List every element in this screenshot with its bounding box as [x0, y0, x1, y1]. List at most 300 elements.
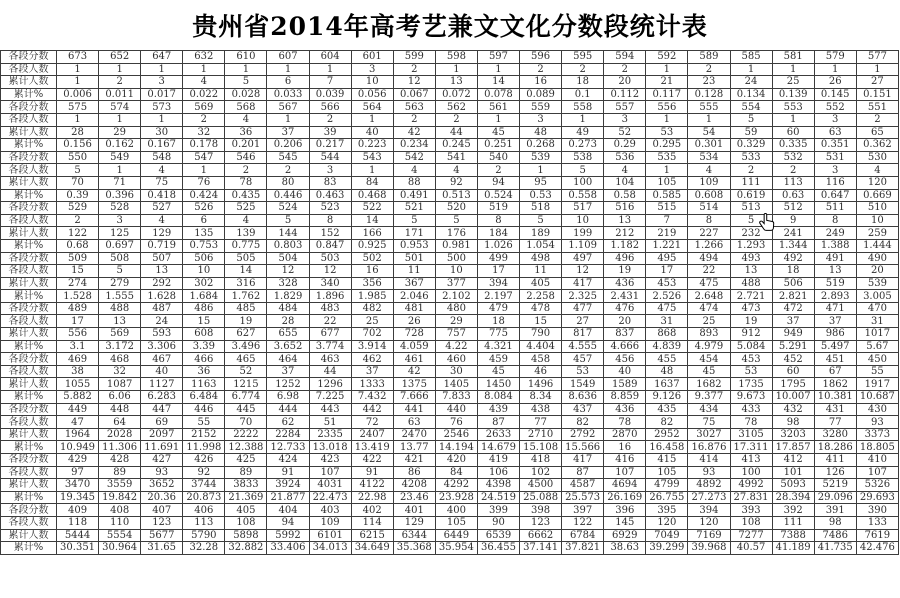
count-cell: 37 — [351, 365, 393, 378]
score-cell: 501 — [393, 252, 435, 265]
row-label: 各段分数 — [1, 202, 57, 215]
score-cell: 476 — [604, 302, 646, 315]
score-cell: 439 — [477, 403, 519, 416]
cumulative-cell: 405 — [520, 277, 562, 290]
cumulative-cell: 3744 — [183, 479, 225, 492]
count-cell: 13 — [141, 265, 183, 278]
count-cell: 8 — [309, 214, 351, 227]
cumulative-cell: 655 — [267, 328, 309, 341]
score-cell: 456 — [604, 353, 646, 366]
cumulative-cell: 63 — [814, 126, 856, 139]
cumulative-cell: 54 — [688, 126, 730, 139]
score-cell: 564 — [351, 101, 393, 114]
score-cell: 420 — [435, 454, 477, 467]
count-cell: 1 — [183, 63, 225, 76]
score-cell: 607 — [267, 51, 309, 64]
count-cell: 2 — [225, 164, 267, 177]
score-cell: 528 — [99, 202, 141, 215]
cumulative-cell: 212 — [604, 227, 646, 240]
count-cell: 2 — [520, 63, 562, 76]
percent-cell: 0.017 — [141, 88, 183, 101]
percent-cell: 0.162 — [99, 139, 141, 152]
score-cell: 462 — [351, 353, 393, 366]
percent-cell: 0.775 — [225, 239, 267, 252]
count-cell: 1 — [477, 63, 519, 76]
count-cell: 16 — [351, 265, 393, 278]
cumulative-cell: 7 — [309, 76, 351, 89]
percent-cell: 2.526 — [646, 290, 688, 303]
percent-cell: 0.223 — [351, 139, 393, 152]
cumulative-cell: 5992 — [267, 529, 309, 542]
percent-cell: 0.351 — [814, 139, 856, 152]
percent-cell: 0.558 — [562, 189, 604, 202]
score-cell: 601 — [351, 51, 393, 64]
count-cell: 69 — [141, 416, 183, 429]
percent-cell: 0.524 — [477, 189, 519, 202]
score-cell: 581 — [772, 51, 814, 64]
cumulative-cell: 4 — [183, 76, 225, 89]
percent-cell: 39.968 — [688, 542, 730, 555]
count-cell: 13 — [730, 265, 772, 278]
score-cell: 393 — [730, 504, 772, 517]
score-cell: 506 — [183, 252, 225, 265]
count-cell: 4 — [141, 214, 183, 227]
percent-cell: 0.63 — [772, 189, 814, 202]
percent-cell: 17.857 — [772, 441, 814, 454]
score-cell: 460 — [435, 353, 477, 366]
count-cell: 3 — [351, 63, 393, 76]
count-cell: 14 — [225, 265, 267, 278]
count-cell: 8 — [688, 214, 730, 227]
percent-cell: 0.647 — [814, 189, 856, 202]
score-cell: 465 — [225, 353, 267, 366]
score-cell: 589 — [688, 51, 730, 64]
count-cell: 6 — [183, 214, 225, 227]
cumulative-cell: 48 — [520, 126, 562, 139]
table-row — [1, 416, 899, 429]
percent-cell: 14.679 — [477, 441, 519, 454]
cumulative-cell: 139 — [225, 227, 267, 240]
cumulative-cell: 3373 — [856, 428, 898, 441]
percent-cell: 0.513 — [435, 189, 477, 202]
cumulative-cell: 259 — [856, 227, 898, 240]
cumulative-cell: 4122 — [351, 479, 393, 492]
score-cell: 478 — [520, 302, 562, 315]
count-cell: 42 — [393, 365, 435, 378]
score-cell: 473 — [730, 302, 772, 315]
cumulative-cell: 1549 — [562, 378, 604, 391]
count-cell: 12 — [309, 265, 351, 278]
row-label: 各段人数 — [1, 63, 57, 76]
count-cell: 4 — [856, 164, 898, 177]
percent-cell: 0.006 — [57, 88, 99, 101]
count-cell: 5 — [57, 164, 99, 177]
count-cell: 133 — [856, 516, 898, 529]
table-row — [1, 516, 899, 529]
score-cell: 413 — [730, 454, 772, 467]
score-cell: 483 — [309, 302, 351, 315]
cumulative-cell: 912 — [730, 328, 772, 341]
score-cell: 457 — [562, 353, 604, 366]
count-cell: 1 — [309, 63, 351, 76]
count-cell: 22 — [688, 265, 730, 278]
score-cell: 401 — [393, 504, 435, 517]
score-cell: 556 — [646, 101, 688, 114]
cumulative-cell: 2546 — [435, 428, 477, 441]
percent-cell: 13.77 — [393, 441, 435, 454]
count-cell: 52 — [225, 365, 267, 378]
count-cell: 1 — [99, 113, 141, 126]
count-cell: 53 — [730, 365, 772, 378]
score-cell: 399 — [477, 504, 519, 517]
score-cell: 436 — [604, 403, 646, 416]
count-cell: 108 — [730, 516, 772, 529]
row-label: 累计人数 — [1, 529, 57, 542]
count-cell: 93 — [856, 416, 898, 429]
count-cell: 1 — [520, 164, 562, 177]
percent-cell: 3.172 — [99, 340, 141, 353]
count-cell: 2 — [183, 113, 225, 126]
cumulative-cell: 52 — [604, 126, 646, 139]
score-cell: 454 — [688, 353, 730, 366]
count-cell: 1 — [225, 63, 267, 76]
count-cell: 120 — [646, 516, 688, 529]
percent-cell: 12.733 — [267, 441, 309, 454]
score-cell: 521 — [393, 202, 435, 215]
count-cell: 17 — [477, 265, 519, 278]
row-label: 各段分数 — [1, 353, 57, 366]
cumulative-cell: 817 — [562, 328, 604, 341]
score-cell: 428 — [99, 454, 141, 467]
cumulative-cell: 677 — [309, 328, 351, 341]
table-row — [1, 378, 899, 391]
page-title: 贵州省2014年高考艺兼文文化分数段统计表 — [192, 12, 708, 41]
score-cell: 441 — [393, 403, 435, 416]
count-cell: 2 — [856, 113, 898, 126]
count-cell: 62 — [267, 416, 309, 429]
score-cell: 468 — [99, 353, 141, 366]
percent-cell: 1.444 — [856, 239, 898, 252]
table-row — [1, 302, 899, 315]
cumulative-cell: 32 — [183, 126, 225, 139]
cumulative-cell: 14 — [477, 76, 519, 89]
count-cell: 120 — [688, 516, 730, 529]
count-cell: 86 — [393, 466, 435, 479]
count-cell: 46 — [520, 365, 562, 378]
count-cell: 7 — [646, 214, 688, 227]
score-cell: 421 — [393, 454, 435, 467]
row-label: 各段人数 — [1, 214, 57, 227]
count-cell: 123 — [141, 516, 183, 529]
cumulative-cell: 30 — [141, 126, 183, 139]
score-cell: 553 — [772, 101, 814, 114]
percent-cell: 6.06 — [99, 391, 141, 404]
percent-cell: 18.805 — [856, 441, 898, 454]
score-cell: 632 — [183, 51, 225, 64]
percent-cell: 1.054 — [520, 239, 562, 252]
count-cell: 106 — [477, 466, 519, 479]
cumulative-cell: 71 — [99, 176, 141, 189]
cumulative-cell: 2710 — [520, 428, 562, 441]
count-cell: 27 — [562, 315, 604, 328]
row-label: 各段分数 — [1, 403, 57, 416]
cumulative-cell: 135 — [183, 227, 225, 240]
score-cell: 577 — [856, 51, 898, 64]
cumulative-cell: 7277 — [730, 529, 772, 542]
percent-cell: 41.735 — [814, 542, 856, 555]
score-cell: 526 — [183, 202, 225, 215]
score-cell: 527 — [141, 202, 183, 215]
cumulative-cell: 20 — [604, 76, 646, 89]
count-cell: 2 — [772, 164, 814, 177]
percent-cell: 0.608 — [688, 189, 730, 202]
percent-cell: 6.774 — [225, 391, 267, 404]
cumulative-cell: 1375 — [393, 378, 435, 391]
table-row — [1, 277, 899, 290]
score-cell: 647 — [141, 51, 183, 64]
cumulative-cell: 1589 — [604, 378, 646, 391]
count-cell: 92 — [183, 466, 225, 479]
cumulative-cell: 1917 — [856, 378, 898, 391]
count-cell: 1 — [351, 164, 393, 177]
row-label: 累计人数 — [1, 76, 57, 89]
count-cell: 111 — [772, 516, 814, 529]
count-cell: 10 — [562, 214, 604, 227]
percent-cell: 1.896 — [309, 290, 351, 303]
percent-cell: 1.528 — [57, 290, 99, 303]
percent-cell: 0.39 — [57, 189, 99, 202]
cumulative-cell: 377 — [435, 277, 477, 290]
percent-cell: 0.273 — [562, 139, 604, 152]
count-cell: 2 — [393, 63, 435, 76]
count-cell: 1 — [856, 63, 898, 76]
count-cell: 75 — [688, 416, 730, 429]
percent-cell: 0.29 — [604, 139, 646, 152]
count-cell: 78 — [604, 416, 646, 429]
count-cell: 8 — [477, 214, 519, 227]
cumulative-cell: 4799 — [646, 479, 688, 492]
row-label: 各段分数 — [1, 101, 57, 114]
count-cell: 37 — [772, 315, 814, 328]
cumulative-cell: 4208 — [393, 479, 435, 492]
percent-cell: 4.059 — [393, 340, 435, 353]
percent-cell: 5.882 — [57, 391, 99, 404]
score-cell: 494 — [688, 252, 730, 265]
score-cell: 652 — [99, 51, 141, 64]
table-row — [1, 51, 899, 64]
cumulative-cell: 80 — [267, 176, 309, 189]
cumulative-cell: 949 — [772, 328, 814, 341]
cumulative-cell: 219 — [646, 227, 688, 240]
cumulative-cell: 417 — [562, 277, 604, 290]
row-label: 各段人数 — [1, 113, 57, 126]
count-cell: 8 — [814, 214, 856, 227]
score-cell: 430 — [856, 403, 898, 416]
cumulative-cell: 702 — [351, 328, 393, 341]
percent-cell: 0.301 — [688, 139, 730, 152]
score-cell: 477 — [562, 302, 604, 315]
percent-cell: 2.258 — [520, 290, 562, 303]
cumulative-cell: 125 — [99, 227, 141, 240]
percent-cell: 39.299 — [646, 542, 688, 555]
percent-cell: 0.491 — [393, 189, 435, 202]
percent-cell: 11.691 — [141, 441, 183, 454]
cumulative-cell: 199 — [562, 227, 604, 240]
score-cell: 471 — [814, 302, 856, 315]
percent-cell: 9.377 — [688, 391, 730, 404]
score-cell: 398 — [520, 504, 562, 517]
cumulative-cell: 116 — [814, 176, 856, 189]
percent-cell: 8.34 — [520, 391, 562, 404]
score-cell: 569 — [183, 101, 225, 114]
row-label: 累计% — [1, 290, 57, 303]
percent-cell: 0.145 — [814, 88, 856, 101]
score-cell: 561 — [477, 101, 519, 114]
cumulative-cell: 111 — [730, 176, 772, 189]
score-cell: 407 — [141, 504, 183, 517]
count-cell: 113 — [183, 516, 225, 529]
cumulative-cell: 13 — [435, 76, 477, 89]
row-label: 各段人数 — [1, 164, 57, 177]
percent-cell: 27.273 — [688, 491, 730, 504]
count-cell: 78 — [730, 416, 772, 429]
row-label: 累计人数 — [1, 428, 57, 441]
percent-cell: 0.128 — [688, 88, 730, 101]
cumulative-cell: 1637 — [646, 378, 688, 391]
count-cell: 82 — [562, 416, 604, 429]
count-cell: 19 — [730, 315, 772, 328]
table-row — [1, 441, 899, 454]
table-row — [1, 403, 899, 416]
cumulative-cell: 593 — [141, 328, 183, 341]
score-cell: 595 — [562, 51, 604, 64]
percent-cell: 8.084 — [477, 391, 519, 404]
percent-cell: 5.67 — [856, 340, 898, 353]
count-cell: 1 — [57, 113, 99, 126]
row-label: 各段分数 — [1, 252, 57, 265]
score-cell: 391 — [814, 504, 856, 517]
score-cell: 479 — [477, 302, 519, 315]
table-row — [1, 542, 899, 555]
percent-cell: 10.007 — [772, 391, 814, 404]
count-cell: 45 — [477, 365, 519, 378]
count-cell: 38 — [57, 365, 99, 378]
percent-cell: 34.649 — [351, 542, 393, 555]
count-cell: 20 — [856, 265, 898, 278]
percent-cell: 16 — [604, 441, 646, 454]
cumulative-cell: 569 — [99, 328, 141, 341]
cumulative-cell: 7486 — [814, 529, 856, 542]
percent-cell: 0.669 — [856, 189, 898, 202]
count-cell: 37 — [814, 315, 856, 328]
score-cell: 548 — [141, 151, 183, 164]
row-label: 累计人数 — [1, 378, 57, 391]
score-cell: 444 — [267, 403, 309, 416]
score-cell: 467 — [141, 353, 183, 366]
cumulative-cell: 367 — [393, 277, 435, 290]
cumulative-cell: 25 — [772, 76, 814, 89]
score-cell: 529 — [57, 202, 99, 215]
cumulative-cell: 1405 — [435, 378, 477, 391]
cumulative-cell: 4587 — [562, 479, 604, 492]
score-cell: 416 — [604, 454, 646, 467]
table-row — [1, 340, 899, 353]
cumulative-cell: 316 — [225, 277, 267, 290]
score-cell: 573 — [141, 101, 183, 114]
percent-cell: 0.847 — [309, 239, 351, 252]
cumulative-cell: 59 — [730, 126, 772, 139]
score-cell: 498 — [520, 252, 562, 265]
count-cell: 1 — [646, 113, 688, 126]
cumulative-cell: 1450 — [477, 378, 519, 391]
percent-cell: 1.555 — [99, 290, 141, 303]
count-cell: 4 — [225, 214, 267, 227]
row-label: 累计% — [1, 340, 57, 353]
cumulative-cell: 328 — [267, 277, 309, 290]
row-label: 累计% — [1, 88, 57, 101]
percent-cell: 19.345 — [57, 491, 99, 504]
percent-cell: 10.381 — [814, 391, 856, 404]
count-cell: 17 — [57, 315, 99, 328]
count-cell: 2 — [393, 113, 435, 126]
percent-cell: 0.329 — [730, 139, 772, 152]
count-cell: 28 — [267, 315, 309, 328]
cumulative-cell: 394 — [477, 277, 519, 290]
score-cell: 519 — [477, 202, 519, 215]
count-cell: 110 — [99, 516, 141, 529]
count-cell: 1 — [99, 63, 141, 76]
score-cell: 417 — [562, 454, 604, 467]
count-cell: 25 — [351, 315, 393, 328]
count-cell: 31 — [856, 315, 898, 328]
count-cell: 64 — [99, 416, 141, 429]
count-cell: 72 — [351, 416, 393, 429]
score-cell: 466 — [183, 353, 225, 366]
percent-cell: 0.072 — [435, 88, 477, 101]
percent-cell: 27.831 — [730, 491, 772, 504]
row-label: 各段分数 — [1, 454, 57, 467]
score-cell: 419 — [477, 454, 519, 467]
cumulative-cell: 3833 — [225, 479, 267, 492]
percent-cell: 36.455 — [477, 542, 519, 555]
count-cell: 15 — [183, 315, 225, 328]
cumulative-cell: 49 — [562, 126, 604, 139]
percent-cell: 23.46 — [393, 491, 435, 504]
percent-cell: 0.58 — [604, 189, 646, 202]
cumulative-cell: 506 — [772, 277, 814, 290]
percent-cell: 5.084 — [730, 340, 772, 353]
score-cell: 474 — [688, 302, 730, 315]
cumulative-cell: 94 — [477, 176, 519, 189]
cumulative-cell: 129 — [141, 227, 183, 240]
score-cell: 438 — [520, 403, 562, 416]
score-cell: 604 — [309, 51, 351, 64]
count-cell: 1 — [772, 63, 814, 76]
row-label: 各段人数 — [1, 265, 57, 278]
count-cell: 25 — [688, 315, 730, 328]
cumulative-cell: 144 — [267, 227, 309, 240]
count-cell: 91 — [351, 466, 393, 479]
score-cell: 550 — [57, 151, 99, 164]
score-cell: 455 — [646, 353, 688, 366]
count-cell: 13 — [99, 315, 141, 328]
score-cell: 552 — [814, 101, 856, 114]
row-label: 各段人数 — [1, 365, 57, 378]
percent-cell: 0.435 — [225, 189, 267, 202]
cumulative-cell: 232 — [730, 227, 772, 240]
cumulative-cell: 75 — [141, 176, 183, 189]
count-cell: 4 — [688, 164, 730, 177]
